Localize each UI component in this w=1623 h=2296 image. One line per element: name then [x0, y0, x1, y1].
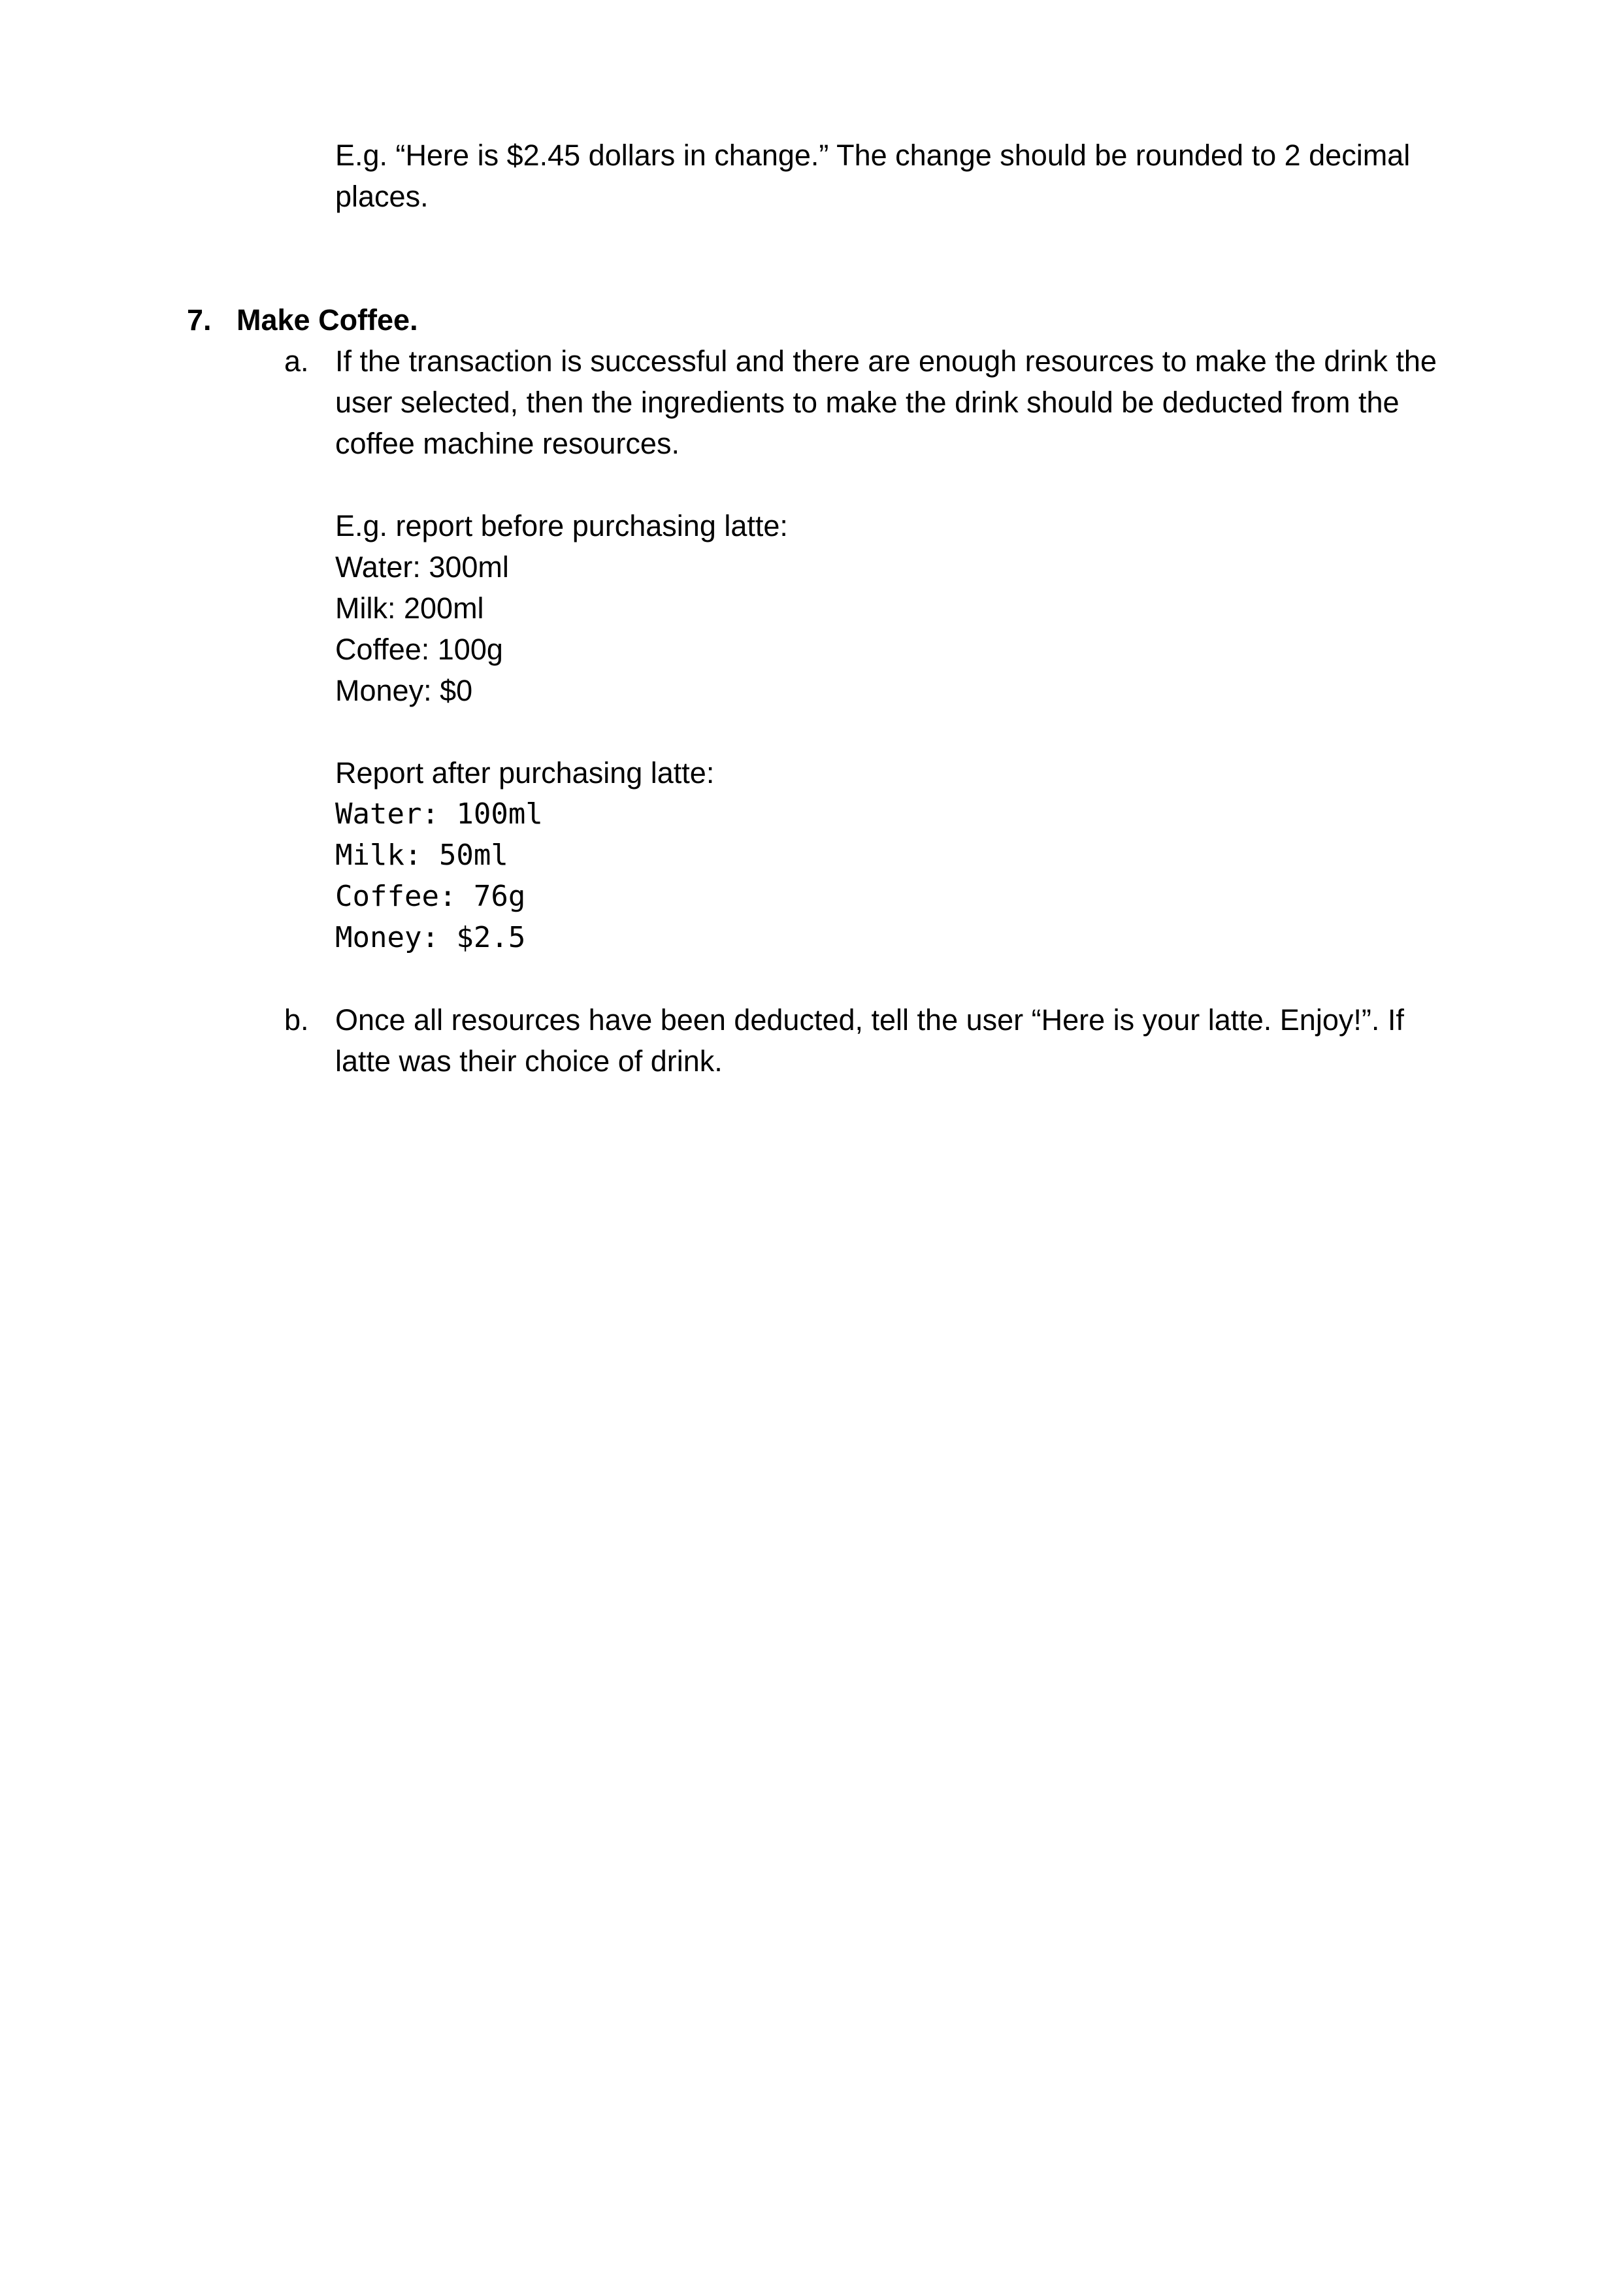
section-title: Make Coffee.: [237, 303, 418, 337]
report-after-heading: Report after purchasing latte:: [335, 756, 715, 790]
report-after-coffee: Coffee: 76g: [335, 880, 526, 913]
report-before-water: Water: 300ml: [335, 550, 509, 584]
intro-line-1: E.g. “Here is $2.45 dollars in change.” The change should be rounded to 2 decimal: [335, 139, 1411, 172]
report-after-water: Water: 100ml: [335, 797, 543, 831]
list-marker-b: b.: [284, 1003, 309, 1037]
intro-line-2: places.: [335, 180, 429, 213]
report-before-heading: E.g. report before purchasing latte:: [335, 509, 788, 542]
list-marker-a: a.: [284, 344, 309, 378]
item-a-line-2: user selected, then the ingredients to make the drink should be deducted from the: [335, 386, 1400, 419]
item-a-line-3: coffee machine resources.: [335, 427, 680, 460]
item-b-line-2: latte was their choice of drink.: [335, 1044, 723, 1078]
report-before-money: Money: $0: [335, 674, 473, 707]
section-number: 7.: [187, 303, 212, 337]
report-before-milk: Milk: 200ml: [335, 591, 484, 625]
item-a-line-1: If the transaction is successful and there are enough resources to make the drink the: [335, 344, 1437, 378]
report-after-milk: Milk: 50ml: [335, 839, 508, 872]
report-after-money: Money: $2.5: [335, 921, 526, 954]
item-b-line-1: Once all resources have been deducted, tell the user “Here is your latte. Enjoy!”. If: [335, 1003, 1404, 1037]
report-before-coffee: Coffee: 100g: [335, 633, 503, 666]
